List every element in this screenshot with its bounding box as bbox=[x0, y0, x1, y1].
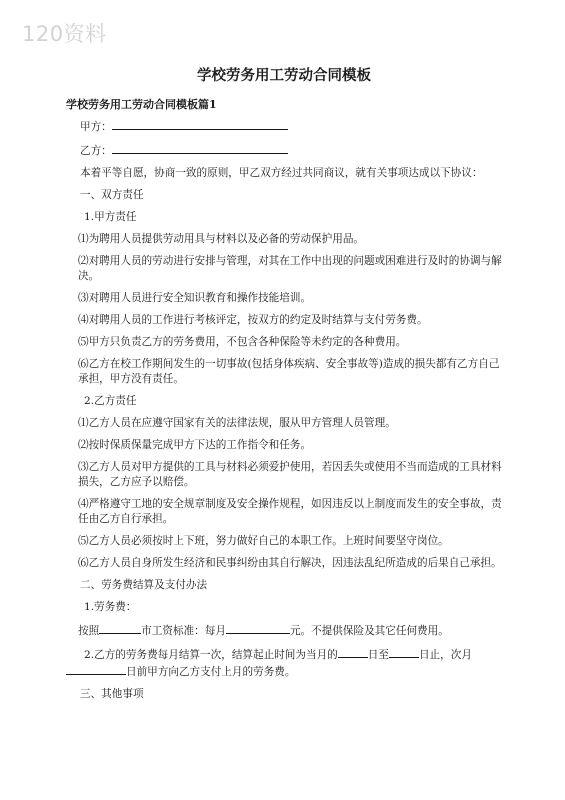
document-subtitle: 学校劳务用工劳动合同模板篇1 bbox=[66, 98, 217, 111]
party-b-label: 乙方： bbox=[80, 145, 112, 157]
watermark: 120资料 bbox=[22, 22, 107, 46]
section1-b-item: ⑷严格遵守工地的安全规章制度及安全操作规程，如因违反以上制度而发生的安全事故，责任由乙方自行承担。 bbox=[78, 498, 502, 525]
section3-heading: 三、其他事项 bbox=[80, 688, 144, 700]
item2-text-4: 日前甲方向乙方支付上月的劳务费。 bbox=[126, 666, 296, 678]
section1-b-item: ⑸乙方人员必须按时上下班，努力做好自己的本职工作。上班时间要坚守岗位。 bbox=[78, 535, 449, 547]
section2-heading: 二、劳务费结算及支付办法 bbox=[80, 579, 208, 591]
party-b-line bbox=[66, 142, 502, 159]
section1-heading: 一、双方责任 bbox=[80, 189, 144, 201]
item2-text-1: 2.乙方的劳务费每月结算一次，结算起止时间为当月的 bbox=[84, 649, 338, 661]
party-a-blank bbox=[112, 118, 288, 130]
section1-b-heading: 2.乙方责任 bbox=[84, 395, 137, 407]
section1-a-item: ⑷对聘用人员的工作进行考核评定，按双方的约定及时结算与支付劳务费。 bbox=[78, 314, 428, 326]
pay-day-blank bbox=[66, 663, 126, 675]
end-day-blank bbox=[389, 646, 419, 658]
item2-text-3: 日止，次月 bbox=[418, 649, 472, 661]
item1-text-3: 元。不提供保险及其它任何费用。 bbox=[289, 625, 449, 637]
item1-text-2: 市工资标准：每月 bbox=[141, 625, 226, 637]
section1-a-item: ⑶对聘用人员进行安全知识教育和操作技能培训。 bbox=[78, 292, 312, 304]
section2-item2-line bbox=[66, 646, 502, 680]
section1-b-item: ⑴乙方人员在应遵守国家有关的法律法规，服从甲方管理人员管理。 bbox=[78, 417, 396, 429]
section1-b-item: ⑵按时保质保量完成甲方下达的工作指令和任务。 bbox=[78, 439, 312, 451]
intro-paragraph: 本着平等自愿，协商一致的原则，甲乙双方经过共同商议，就有关事项达成以下协议： bbox=[80, 167, 483, 179]
section2-item1-heading: 1.劳务费： bbox=[84, 601, 137, 613]
monthly-wage-blank bbox=[226, 622, 290, 634]
section1-a-heading: 1.甲方责任 bbox=[84, 211, 137, 223]
city-blank bbox=[99, 622, 141, 634]
section1-b-item: ⑹乙方人员自身所发生经济和民事纠纷由其自行解决，因违法乱纪所造成的后果自己承担。 bbox=[78, 557, 502, 569]
section1-a-item: ⑵对聘用人员的劳动进行安排与管理，对其在工作中出现的问题或困难进行及时的协调与解决。 bbox=[78, 255, 502, 282]
section2-item1-line bbox=[66, 622, 502, 639]
section1-a-item: ⑸甲方只负责乙方的劳务费用，不包含各种保险等未约定的各种费用。 bbox=[78, 336, 407, 348]
start-day-blank bbox=[338, 646, 368, 658]
section1-a-item: ⑴为聘用人员提供劳动用具与材料以及必备的劳动保护用品。 bbox=[78, 233, 365, 245]
section1-a-item: ⑹乙方在校工作期间发生的一切事故(包括身体疾病、安全事故等)造成的损失都有乙方自己承担，甲方没有责任。 bbox=[78, 358, 500, 385]
document-title: 学校劳务用工劳动合同模板 bbox=[197, 67, 371, 84]
party-a-label: 甲方： bbox=[80, 121, 112, 133]
section1-b-item: ⑶乙方人员对甲方提供的工具与材料必须爱护使用，若因丢失或使用不当而造成的工具材料损失，乙方应予以赔偿。 bbox=[78, 461, 502, 488]
party-a-line bbox=[66, 118, 502, 135]
document-page bbox=[66, 68, 502, 709]
item1-text-1: 按照 bbox=[78, 625, 100, 637]
item2-text-2: 日至 bbox=[367, 649, 389, 661]
party-b-blank bbox=[112, 142, 288, 154]
